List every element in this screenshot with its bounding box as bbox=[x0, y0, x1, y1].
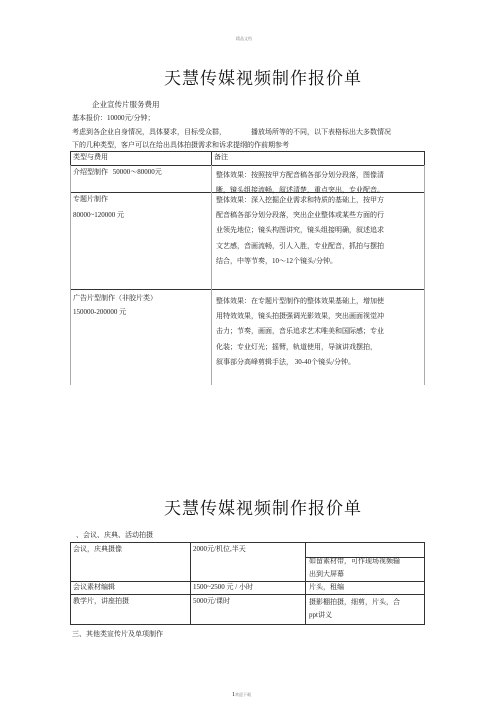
table-header-notes: 备注 bbox=[214, 153, 228, 161]
event-item-price: 2000元/机位,半天 bbox=[193, 545, 246, 553]
row-price: 50000～80000元 bbox=[112, 168, 162, 176]
intro-text-part-b: 播放场所等的不同，以下表格标出大多数情况 bbox=[251, 128, 391, 136]
row-description: 整体效果：在专题片型制作的整体效果基础上，增加使 用特效效果，镜头拍摄强调光影效果，突出画面视觉冲 击力；节奏，画面，音乐追求艺术唯美和国际感；专业 化装；专业灯光；摇臂，轨道使用，导演讲戏摆拍， 叙事部分高峰剪辑手法， 30-40个镜头/分钟。 bbox=[216, 297, 384, 366]
page-number: 1 bbox=[232, 692, 235, 698]
event-item-price: 1500~2500 元 / 小时 bbox=[193, 583, 253, 591]
row-description: 整体效果：按照按甲方配音稿各部分划分段落，图像清 晰，镜头组接流畅，叙述清楚，重点突出，专业配音。 bbox=[216, 171, 384, 195]
row-price: 80000~120000 元 bbox=[73, 211, 125, 219]
section-subtitle: 企业宣传片服务费用 bbox=[92, 100, 160, 109]
row-type-name: 专题片制作 bbox=[73, 195, 108, 203]
row-type-name: 介绍型制作 bbox=[73, 168, 108, 176]
table-row bbox=[73, 166, 162, 179]
event-item-price: 5000元/课时 bbox=[193, 597, 230, 605]
event-item-name: 教学片，讲座拍摄 bbox=[73, 597, 129, 605]
page-footer-text: 欢迎下载 bbox=[235, 692, 251, 697]
page-title: 天慧传媒视频制作报价单 bbox=[164, 69, 362, 88]
event-item-note: 如留素材带，可作现场视频输 出到大屏幕 bbox=[309, 557, 400, 578]
event-item-note: 片头，租编 bbox=[309, 583, 344, 591]
event-item-name: 会议，庆典摄像 bbox=[73, 545, 122, 553]
section-subtitle: 、会议、庆典、活动拍摄 bbox=[76, 531, 153, 539]
section-footer-line: 三、其他类宣传片及单项制作 bbox=[72, 630, 163, 638]
row-description: 整体效果：深入挖掘企业需求和特质的基础上，按甲方 配音稿各部分划分段落，突出企业整体或某些方面的行 业领先地位；镜头构图讲究，镜头组接明确，叙述追求 文艺感，音画流畅，引人入胜，专业配音，抓拍与摆拍 结合，中等节奏，10～12个镜头/分钟。 bbox=[216, 196, 384, 265]
header-mark: 精品文档 bbox=[236, 36, 252, 41]
event-item-note: 摄影棚拍摄，细剪，片头，合 ppt讲义 bbox=[309, 598, 400, 619]
event-item-name: 会议素材编辑 bbox=[73, 583, 115, 591]
intro-text-line-2: 下的几种类型，客户可以在给出具体拍摄需求和诉求提纲的作前期参考 bbox=[72, 141, 289, 149]
base-price-text: 基本报价：10000元/分钟； bbox=[72, 114, 155, 122]
row-price: 150000-200000 元 bbox=[73, 308, 127, 316]
page-footer bbox=[232, 692, 251, 698]
section-title: 天慧传媒视频制作报价单 bbox=[164, 499, 362, 518]
row-type-name: 广告片型制作（非胶片类） bbox=[73, 294, 157, 302]
table-row bbox=[73, 292, 157, 319]
intro-text-part-a: 考虑到各企业自身情况，具体要求，目标受众群， bbox=[72, 128, 226, 136]
table-header-type: 类型与费用 bbox=[73, 153, 108, 161]
table-row bbox=[73, 193, 124, 222]
